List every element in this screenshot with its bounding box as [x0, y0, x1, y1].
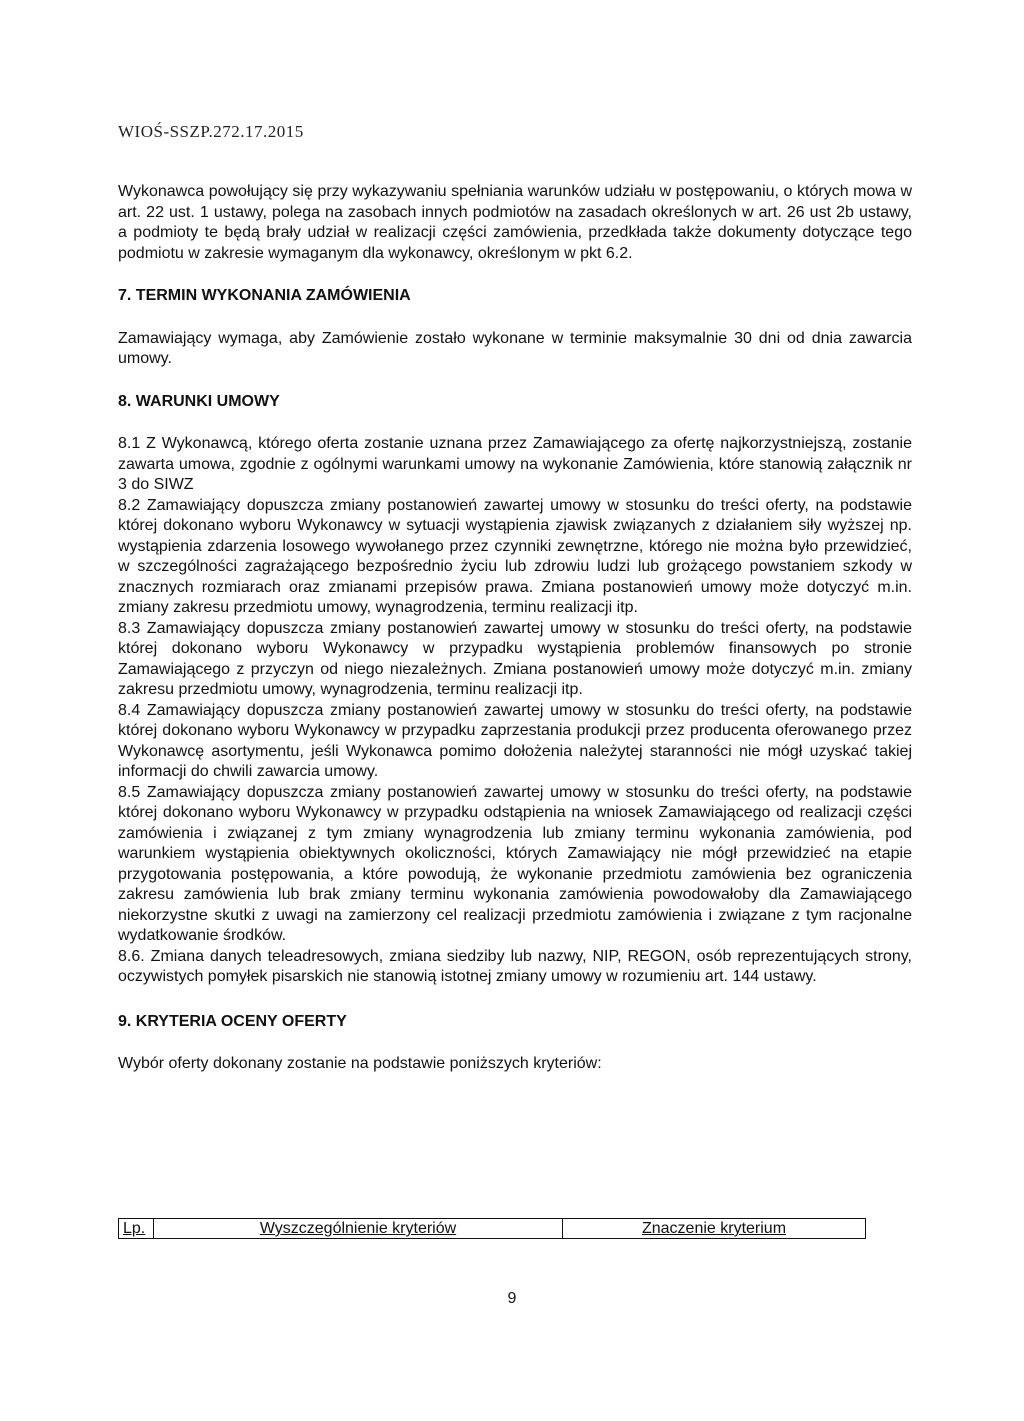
section-8-heading: 8. WARUNKI UMOWY	[118, 392, 280, 410]
section-7-heading: 7. TERMIN WYKONANIA ZAMÓWIENIA	[118, 287, 411, 304]
criteria-table	[118, 1218, 866, 1239]
section-8-item: 8.4 Zamawiający dopuszcza zmiany postanowień zawartej umowy w stosunku do treści oferty, na podstawie której dokonano wyboru Wykonawcy w przypadku zaprzestania produkcji przez producenta oferowanego przez Wykonawcę asortymentu, jeśli Wykonawca pomimo dołożenia należytej staranności nie mógł uzyskać takiej informacji do chwili zawarcia umowy.	[118, 701, 912, 780]
criteria-table-header-row	[119, 1219, 866, 1239]
section-9-text: Wybór oferty dokonany zostanie na podstawie poniższych kryteriów:	[118, 1055, 602, 1072]
header-lp: Lp.	[119, 1219, 154, 1239]
document-body	[118, 182, 912, 1075]
document-reference: WIOŚ-SSZP.272.17.2015	[118, 122, 304, 141]
section-7-text: Zamawiający wymaga, aby Zamówienie zostało wykonane w terminie maksymalnie 30 dni od dnia zawarcia umowy.	[118, 329, 912, 367]
section-8-item: 8.5 Zamawiający dopuszcza zmiany postanowień zawartej umowy w stosunku do treści oferty, na podstawie której dokonano wyboru Wykonawcy w przypadku odstąpienia na wniosek Zamawiającego od realizacji części zamówienia i związanej z tym zmiany wynagrodzenia lub zmiany terminu wykonania zamówienia, pod warunkiem wystąpienia obiektywnych okoliczności, których Zamawiający nie mógł przewidzieć na etapie przygotowania postępowania, a które powodują, że wykonanie przedmiotu zamówienia bez ograniczenia zakresu zamówienia lub brak zmiany terminu wykonania zamówienia powodowałoby dla Zamawiającego niekorzystne skutki z uwagi na zamierzony cel realizacji przedmiotu zamówienia i związane z tym racjonalne wydatkowanie środków.	[118, 783, 912, 944]
header-criteria: Wyszczególnienie kryteriów	[154, 1219, 563, 1239]
section-8-item: 8.3 Zamawiający dopuszcza zmiany postanowień zawartej umowy w stosunku do treści oferty, na podstawie której dokonano wyboru Wykonawcy w przypadku wystąpienia problemów finansowych po stronie Zamawiającego z przyczyn od niego niezależnych. Zmiana postanowień umowy może dotyczyć m.in. zmiany zakresu przedmiotu umowy, wynagrodzenia, terminu realizacji itp.	[118, 619, 912, 698]
intro-paragraph: Wykonawca powołujący się przy wykazywaniu spełniania warunków udziału w postępowaniu, o których mowa w art. 22 ust. 1 ustawy, polega na zasobach innych podmiotów na zasadach określonych w art. 26 ust 2b ustawy, a podmioty te będą brały udział w realizacji części zamówienia, przedkłada także dokumenty dotyczące tego podmiotu w zakresie wymaganym dla wykonawcy, określonym w pkt 6.2.	[118, 183, 912, 262]
section-9-heading: 9. KRYTERIA OCENY OFERTY	[118, 1012, 347, 1030]
section-8-item: 8.1 Z Wykonawcą, którego oferta zostanie uznana przez Zamawiającego za ofertę najkorzystniejszą, zostanie zawarta umowa, zgodnie z ogólnymi warunkami umowy na wykonanie Zamówienia, które stanowią załącznik nr 3 do SIWZ	[118, 435, 912, 493]
page-number: 9	[507, 1290, 517, 1307]
section-8-item: 8.6. Zmiana danych teleadresowych, zmiana siedziby lub nazwy, NIP, REGON, osób reprezentujących strony, oczywistych pomyłek pisarskich nie stanowią istotnej zmiany umowy w rozumieniu art. 144 ustawy.	[118, 947, 912, 985]
header-weight: Znaczenie kryterium	[563, 1219, 866, 1239]
section-8-item: 8.2 Zamawiający dopuszcza zmiany postanowień zawartej umowy w stosunku do treści oferty, na podstawie której dokonano wyboru Wykonawcy w sytuacji wystąpienia zjawisk związanych z działaniem siły wyższej np. wystąpienia zdarzenia losowego wywołanego przez czynniki zewnętrzne, którego nie można było przewidzieć, w szczególności zagrażającego bezpośrednio życiu lub zdrowiu ludzi lub grożącego powstaniem szkody w znacznych rozmiarach oraz zmianami przepisów prawa. Zmiana postanowień umowy może dotyczyć m.in. zmiany zakresu przedmiotu umowy, wynagrodzenia, terminu realizacji itp.	[118, 496, 912, 616]
